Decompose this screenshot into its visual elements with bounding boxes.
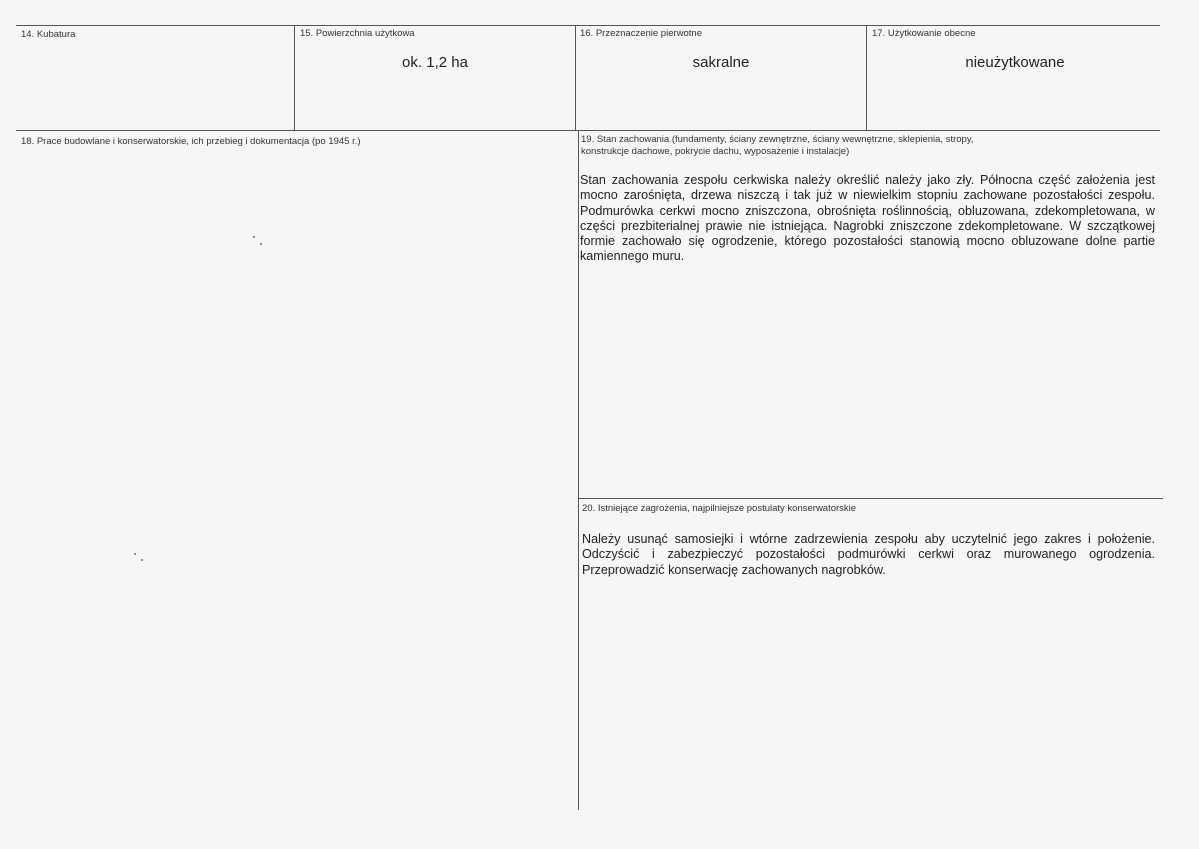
field19-text: Stan zachowania zespołu cerkwiska należy określić należy jako zły. Północna część założenia jest mocno zarośnięta, drzewa niszczą i tak już w niewielkim stopniu zachowane pozostałości zespołu. Podmurówka cerkwi mocno zniszczona, obrośnięta roślinnością, obluzowana, zdekompletowana, w części prezbiterialnej prawie nie istniejąca. Nagrobki zniszczone zdekompletowane. W szczątkowej formie zachowało się ogrodzenie, którego pozostałości stanowią mocno obluzowane dolne partie kamiennego muru. bbox=[580, 173, 1155, 264]
field18-label: 18. Prace budowlane i konserwatorskie, ich przebieg i dokumentacja (po 1945 r.) bbox=[21, 136, 361, 147]
scan-speck bbox=[134, 553, 136, 555]
divider-16 bbox=[575, 25, 576, 130]
field20-label: 20. Istniejące zagrożenia, najpilniejsze postulaty konserwatorskie bbox=[582, 503, 857, 514]
divider-15 bbox=[294, 25, 295, 130]
scan-speck bbox=[141, 559, 143, 561]
field17-value: nieużytkowane bbox=[965, 54, 1065, 71]
scan-speck bbox=[253, 236, 255, 238]
field20-top-border bbox=[578, 498, 1163, 499]
field15-label: 15. Powierzchnia użytkowa bbox=[300, 28, 415, 39]
field16-label: 16. Przeznaczenie pierwotne bbox=[580, 28, 702, 39]
field16-value: sakralne bbox=[692, 54, 750, 71]
field20-text: Należy usunąć samosiejki i wtórne zadrzewienia zespołu aby uczytelnić jego zakres i położenie. Odczyścić i zabezpieczyć pozostałości podmurówki cerkwi oraz murowanego ogrodzenia. Przeprowadzić konserwację zachowanych nagrobków. bbox=[582, 532, 1155, 577]
field15-value: ok. 1,2 ha bbox=[402, 54, 468, 71]
field19-label-line2: konstrukcje dachowe, pokrycie dachu, wyposażenie i instalacje) bbox=[581, 146, 850, 157]
divider-17 bbox=[866, 25, 867, 130]
scan-speck bbox=[260, 243, 262, 245]
row1-bottom-border bbox=[16, 130, 1160, 131]
field14-label: 14. Kubatura bbox=[21, 29, 76, 40]
field19-label-line1: 19. Stan zachowania (fundamenty, ściany zewnętrzne, ściany wewnętrzne, sklepienia, stropy, bbox=[581, 134, 974, 145]
divider-19 bbox=[578, 130, 579, 810]
field17-label: 17. Użytkowanie obecne bbox=[872, 28, 976, 39]
row1-top-border bbox=[16, 25, 1160, 26]
